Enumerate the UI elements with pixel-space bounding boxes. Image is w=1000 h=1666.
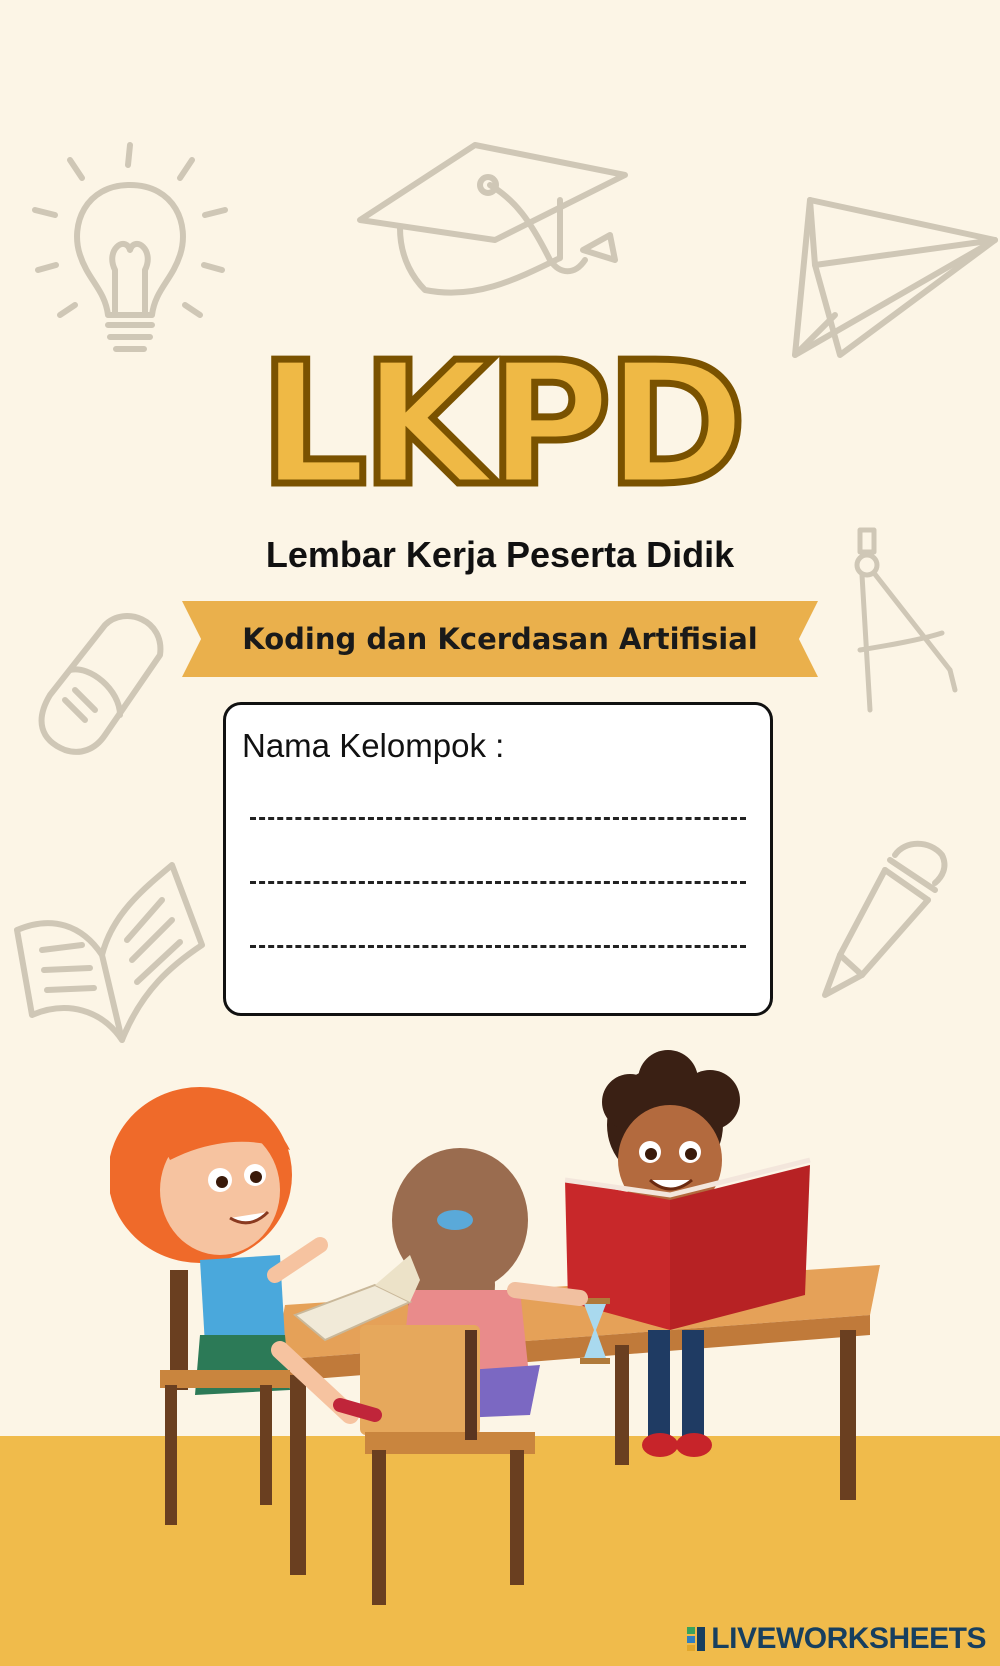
- group-name-line-2[interactable]: [250, 881, 746, 884]
- cover-title: LKPD: [259, 326, 741, 524]
- eraser-icon: [35, 610, 175, 760]
- brand-name: LIVEWORKSHEETS: [711, 1622, 986, 1655]
- pencil-icon: [820, 835, 950, 1000]
- liveworksheets-logo-icon: [686, 1626, 708, 1652]
- subject-label: Koding dan Kcerdasan Artifisial: [242, 622, 758, 656]
- group-name-line-1[interactable]: [250, 817, 746, 820]
- cover-subtitle: Lembar Kerja Peserta Didik: [265, 534, 735, 575]
- group-name-box: [223, 702, 773, 1016]
- graduation-cap-icon: [355, 140, 655, 300]
- liveworksheets-brand: [686, 1622, 986, 1656]
- group-name-label: Nama Kelompok :: [242, 727, 505, 764]
- group-name-line-3[interactable]: [250, 945, 746, 948]
- students-reading-illustration: [110, 1040, 890, 1625]
- open-book-icon: [12, 860, 207, 1050]
